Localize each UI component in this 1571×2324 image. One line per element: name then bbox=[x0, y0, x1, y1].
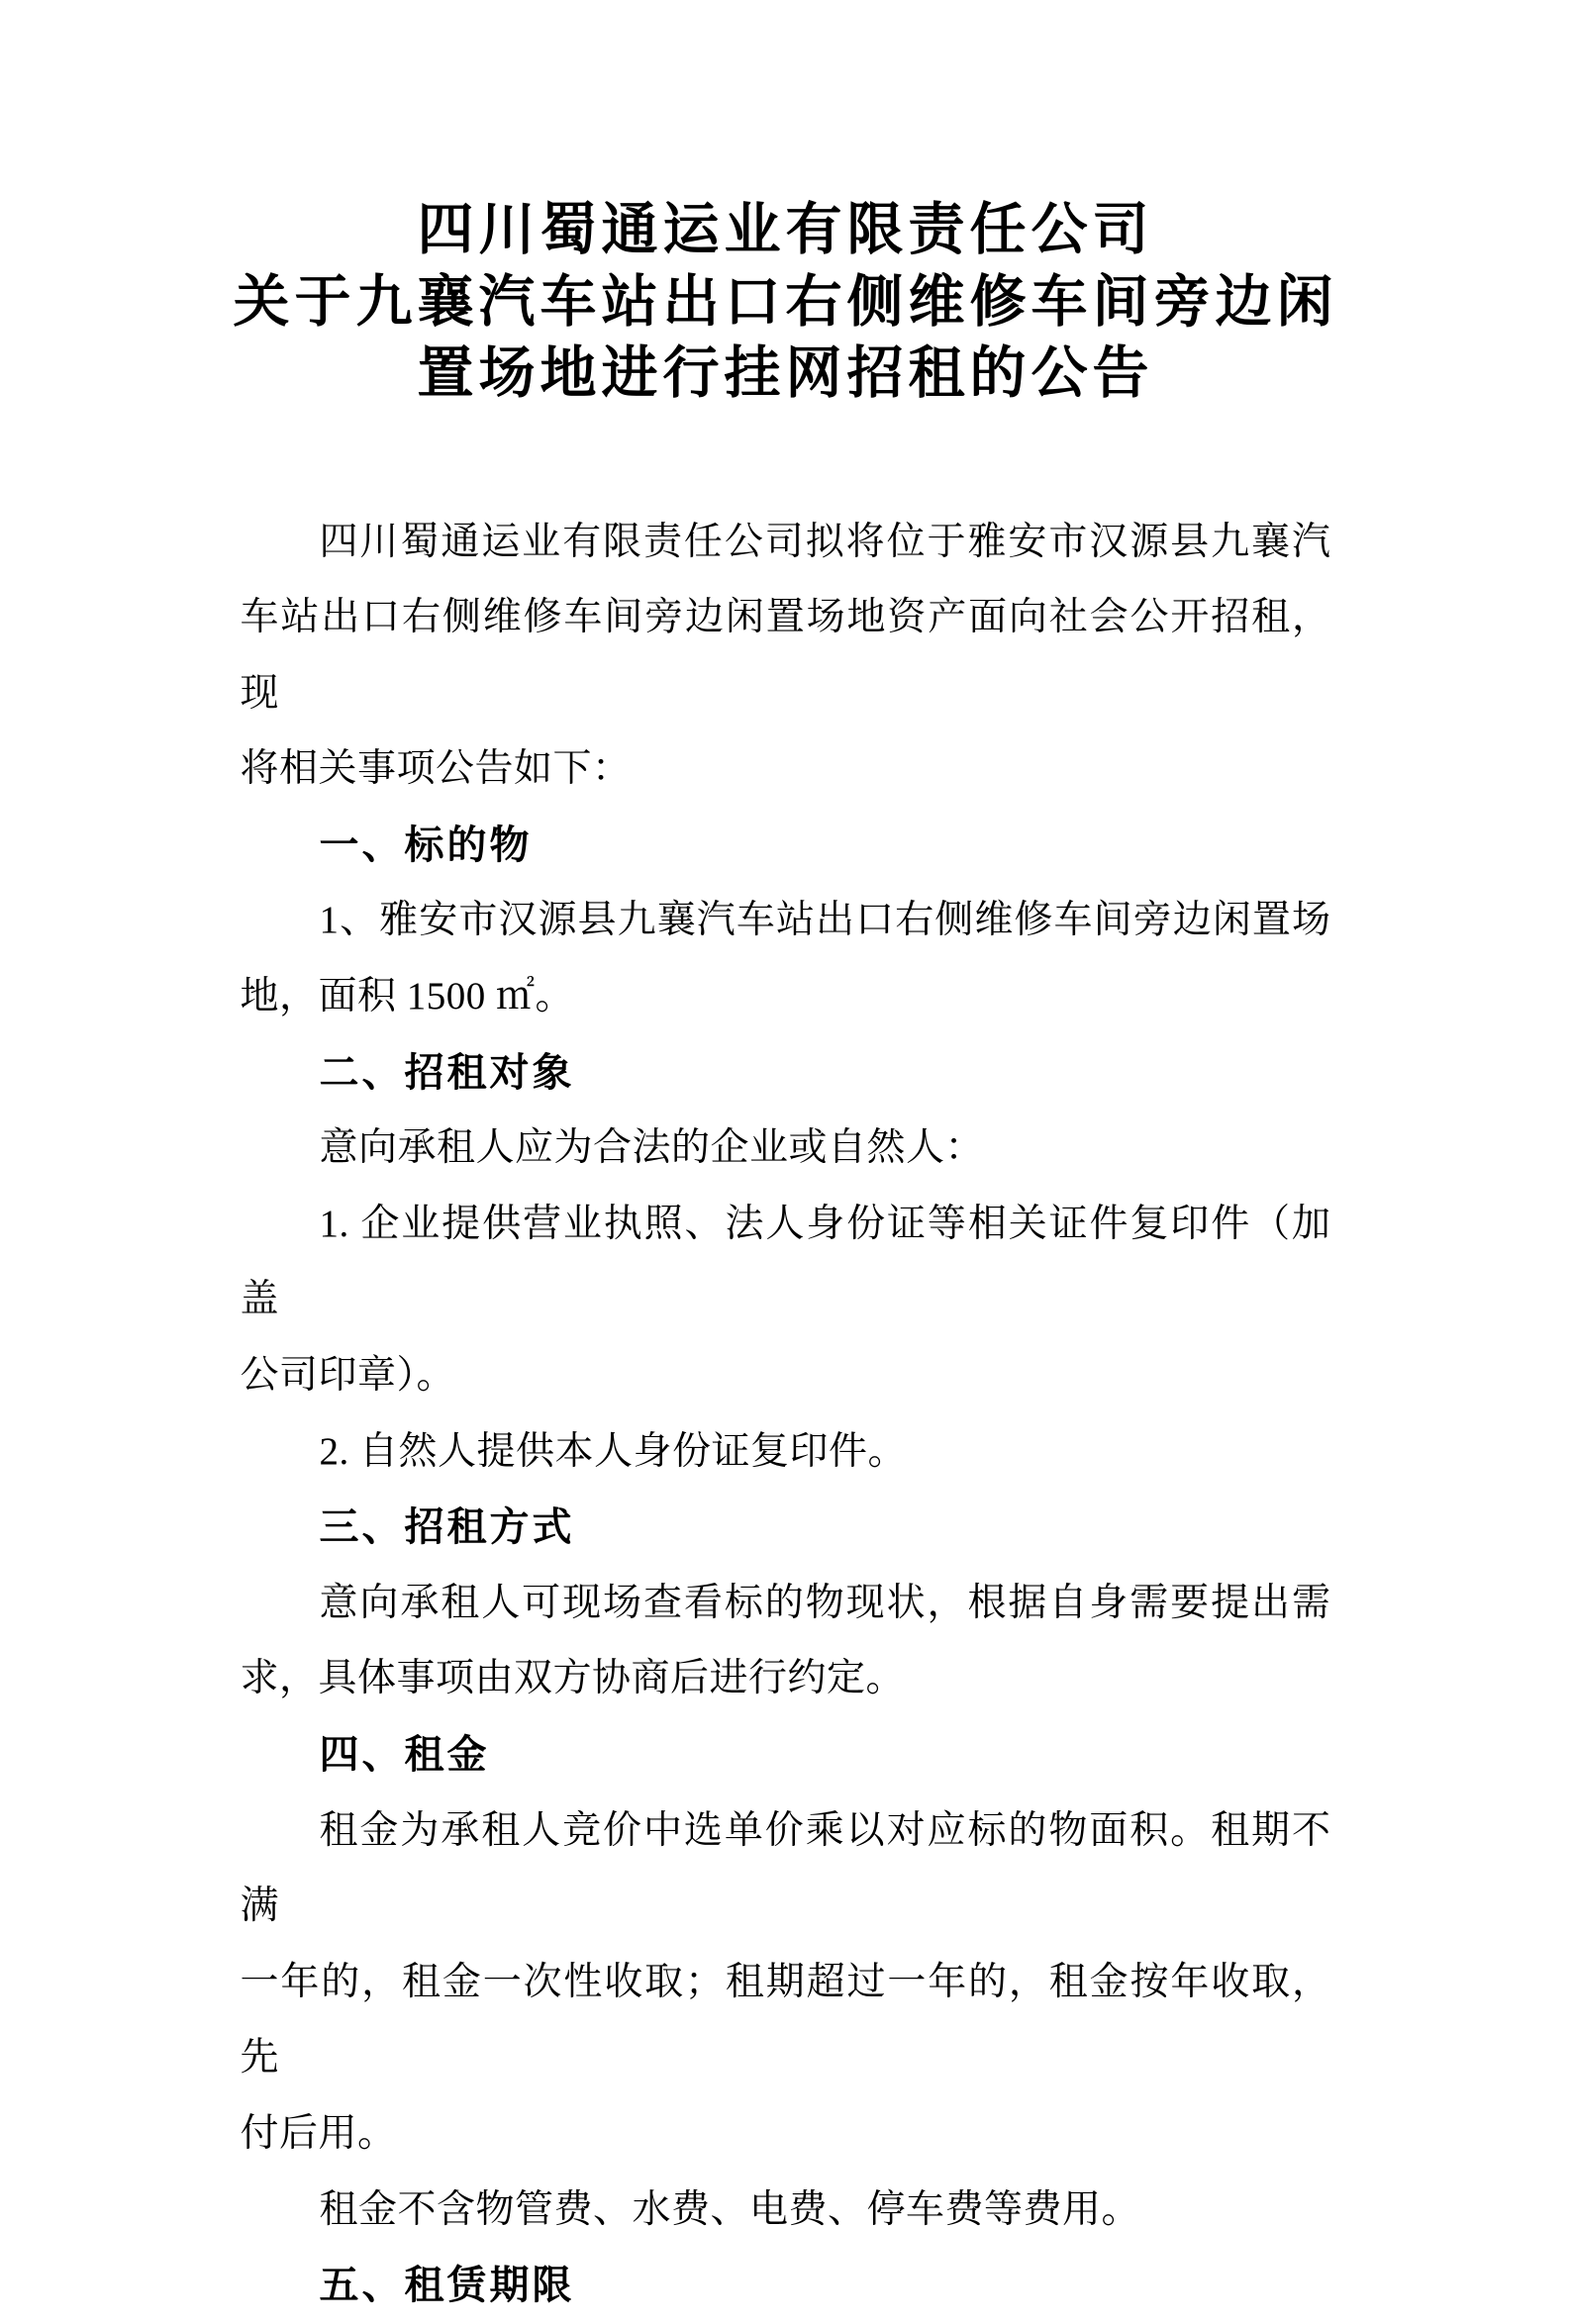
document-title bbox=[0, 0, 1571, 411]
section-heading: 二、招租对象 bbox=[319, 1050, 575, 1095]
title-line: 置场地进行挂网招租的公告 bbox=[417, 342, 1154, 405]
paragraph-first: 1、雅安市汉源县九襄汽车站出口右侧维修车间旁边闲置场 bbox=[319, 899, 1331, 942]
paragraph-continuation: 将相关事项公告如下： bbox=[240, 747, 632, 791]
paragraph-continuation: 地，面积 1500 ㎡。 bbox=[240, 975, 575, 1018]
paragraph-first: 意向承租人应为合法的企业或自然人： bbox=[319, 1126, 985, 1170]
section-heading: 五、租赁期限 bbox=[319, 2264, 575, 2308]
section-heading: 三、招租方式 bbox=[319, 1505, 575, 1550]
paragraph-first: 租金不含物管费、水费、电费、停车费等费用。 bbox=[319, 2187, 1141, 2231]
paragraph-first: 租金为承租人竞价中选单价乘以对应标的物面积。租期不满 bbox=[240, 1808, 1331, 1928]
paragraph-continuation: 付后用。 bbox=[240, 2111, 397, 2155]
title-line: 四川蜀通运业有限责任公司 bbox=[417, 199, 1154, 261]
title-line: 关于九襄汽车站出口右侧维修车间旁边闲 bbox=[233, 270, 1338, 334]
paragraph-first: 2. 自然人提供本人身份证复印件。 bbox=[319, 1429, 908, 1473]
paragraph-first: 四川蜀通运业有限责任公司拟将位于雅安市汉源县九襄汽 bbox=[319, 520, 1331, 563]
paragraph-continuation: 一年的，租金一次性收取；租期超过一年的，租金按年收取，先 bbox=[240, 1960, 1331, 2080]
paragraph-first: 1. 企业提供营业执照、法人身份证等相关证件复印件（加盖 bbox=[240, 1202, 1331, 1321]
paragraph-continuation: 求，具体事项由双方协商后进行约定。 bbox=[240, 1657, 906, 1700]
paragraph-continuation: 车站出口右侧维修车间旁边闲置场地资产面向社会公开招租，现 bbox=[240, 596, 1331, 715]
document-body bbox=[241, 505, 1331, 2324]
paragraph-first: 意向承租人可现场查看标的物现状，根据自身需要提出需 bbox=[319, 1581, 1331, 1624]
section-heading: 一、标的物 bbox=[319, 823, 533, 867]
paragraph-continuation: 公司印章）。 bbox=[240, 1354, 456, 1398]
section-heading: 四、租金 bbox=[319, 1733, 490, 1777]
